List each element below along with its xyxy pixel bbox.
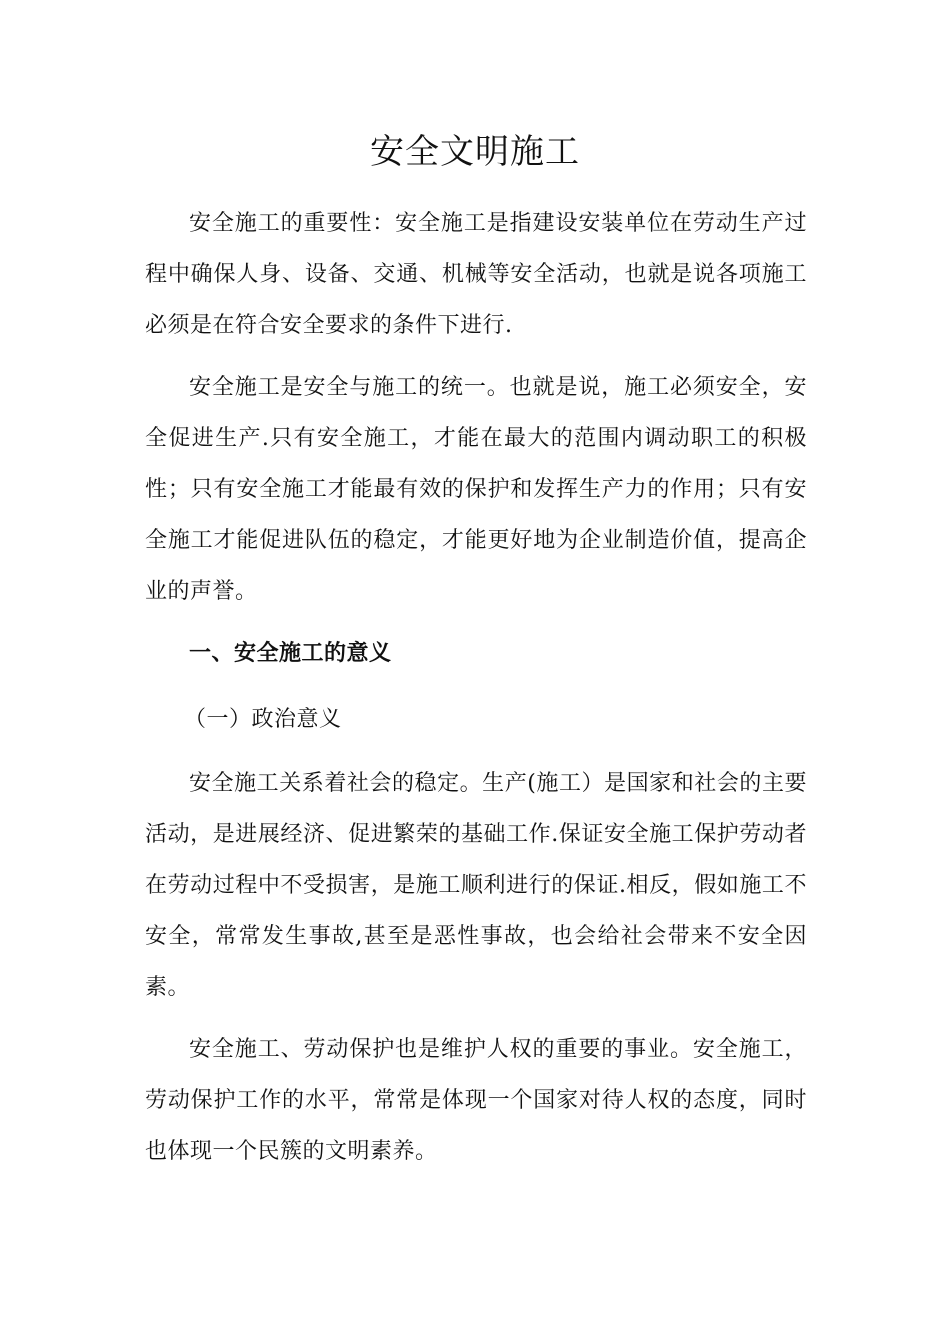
document-title: 安全文明施工 — [370, 132, 580, 172]
paragraph-human-rights: 安全施工、劳动保护也是维护人权的重要的事业。安全施工，劳动保护工作的水平，常常是体现一个国家对待人权的态度，同时也体现一个民簇的文明素养。 — [145, 1037, 807, 1164]
section-heading: 一、安全施工的意义 — [189, 641, 392, 666]
paragraph-importance: 安全施工的重要性：安全施工是指建设安装单位在劳动生产过程中确保人身、设备、交通、机械等安全活动，也就是说各项施工必须是在符合安全要求的条件下进行. — [145, 211, 807, 338]
paragraph-unity: 安全施工是安全与施工的统一。也就是说，施工必须安全，安全促进生产.只有安全施工，才能在最大的范围内调动职工的积极性；只有安全施工才能最有效的保护和发挥生产力的作用；只有安全施工才能促进队伍的稳定，才能更好地为企业制造价值，提高企业的声誉。 — [145, 375, 807, 604]
subsection-heading: （一）政治意义 — [184, 707, 342, 732]
paragraph-political-stability: 安全施工关系着社会的稳定。生产(施工）是国家和社会的主要活动，是进展经济、促进繁荣的基础工作.保证安全施工保护劳动者在劳动过程中不受损害，是施工顺利进行的保证.相反，假如施工不安全，常常发生事故,甚至是恶性事故，也会给社会带来不安全因素。 — [145, 771, 807, 1000]
